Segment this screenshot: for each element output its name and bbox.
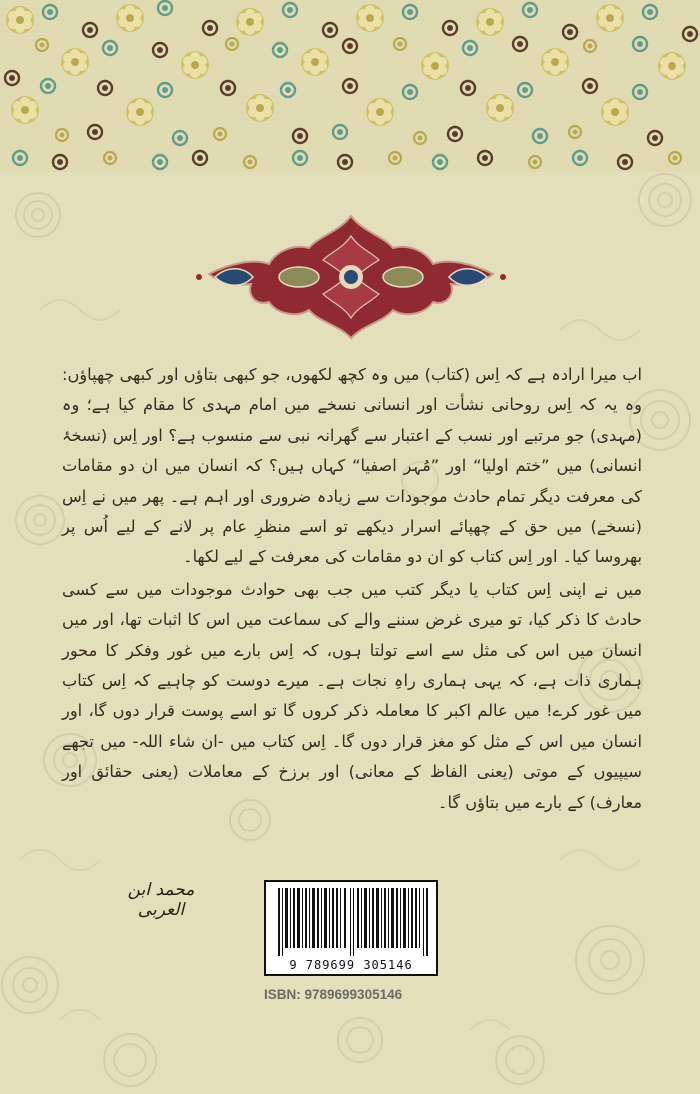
islamic-geometric-pattern-band — [0, 0, 700, 172]
isbn-label: ISBN: 9789699305146 — [264, 987, 403, 1002]
paragraph-1: اب میرا ارادہ ہے کہ اِس (کتاب) میں وہ کچھ لکھوں، جو کبھی بتاؤں اور کبھی چھپاؤں: وہ یہ کہ اِس روحانی نشأت اور انسانی نسخے میں امام مہدی کا مقام کیا ہے؛ وہ (مہدی) جو مرتبے اور نسب کے اعتبار سے گھرانہ نبی سے منسوب ہے؟ اور اِس (نسخۂ انسانی) میں ”ختم اولیا“ اور ”مُہر اصفیا“ کہاں ہیں؟ کہ انسان میں ان دو مقامات کی معرفت دیگر تمام حادث موجودات سے زیادہ ضروری اور اہم ہے۔ پھر میں نے اِس (نسخے) میں حق کے چھپائے اسرار دیکھے تو اسے منظرِ عام پر لانے کے لیے اُس پر بھروسا کیا۔ اور اِس کتاب کو ان دو مقامات کی معرفت کے لیے لکھا۔ — [62, 365, 642, 567]
barcode-bars — [278, 888, 428, 956]
arabesque-ornament — [193, 214, 509, 340]
body-text — [62, 360, 642, 818]
paragraph-2: میں نے اپنی اِس کتاب یا دیگر کتب میں جب بھی حوادث موجودات میں سے کسی حادث کا ذکر کیا، تو میری غرض سننے والے کی سماعت میں اس کا اثبات تھا، اور میں انسان میں اس کی مثل سے اسے تولتا ہوں، کہ اِس بارے میں غور وفکر کا محور ہماری ذات ہے، کہ یہی ہماری راہِ نجات ہے۔ میرے دوست کو چاہیے کہ اِس کتاب میں غور کرے! میں عالم اکبر کا معاملہ ذکر کروں گا تو اسے پوست قرار دوں گا، اور انسان میں اس کے مثل کو مغز قرار دوں گا۔ اِس کتاب میں -ان شاء اللہ- میں تجھے سیپیوں کے موتی (یعنی الفاظ کے معانی) اور برزخ کے معاملات (یعنی حقائق اور معارف) کے بارے میں بتاؤں گا۔ — [62, 579, 642, 812]
barcode-number: 9 789699 305146 — [289, 958, 413, 972]
author-signature: محمد ابن العربی — [127, 880, 195, 920]
barcode — [264, 880, 438, 976]
